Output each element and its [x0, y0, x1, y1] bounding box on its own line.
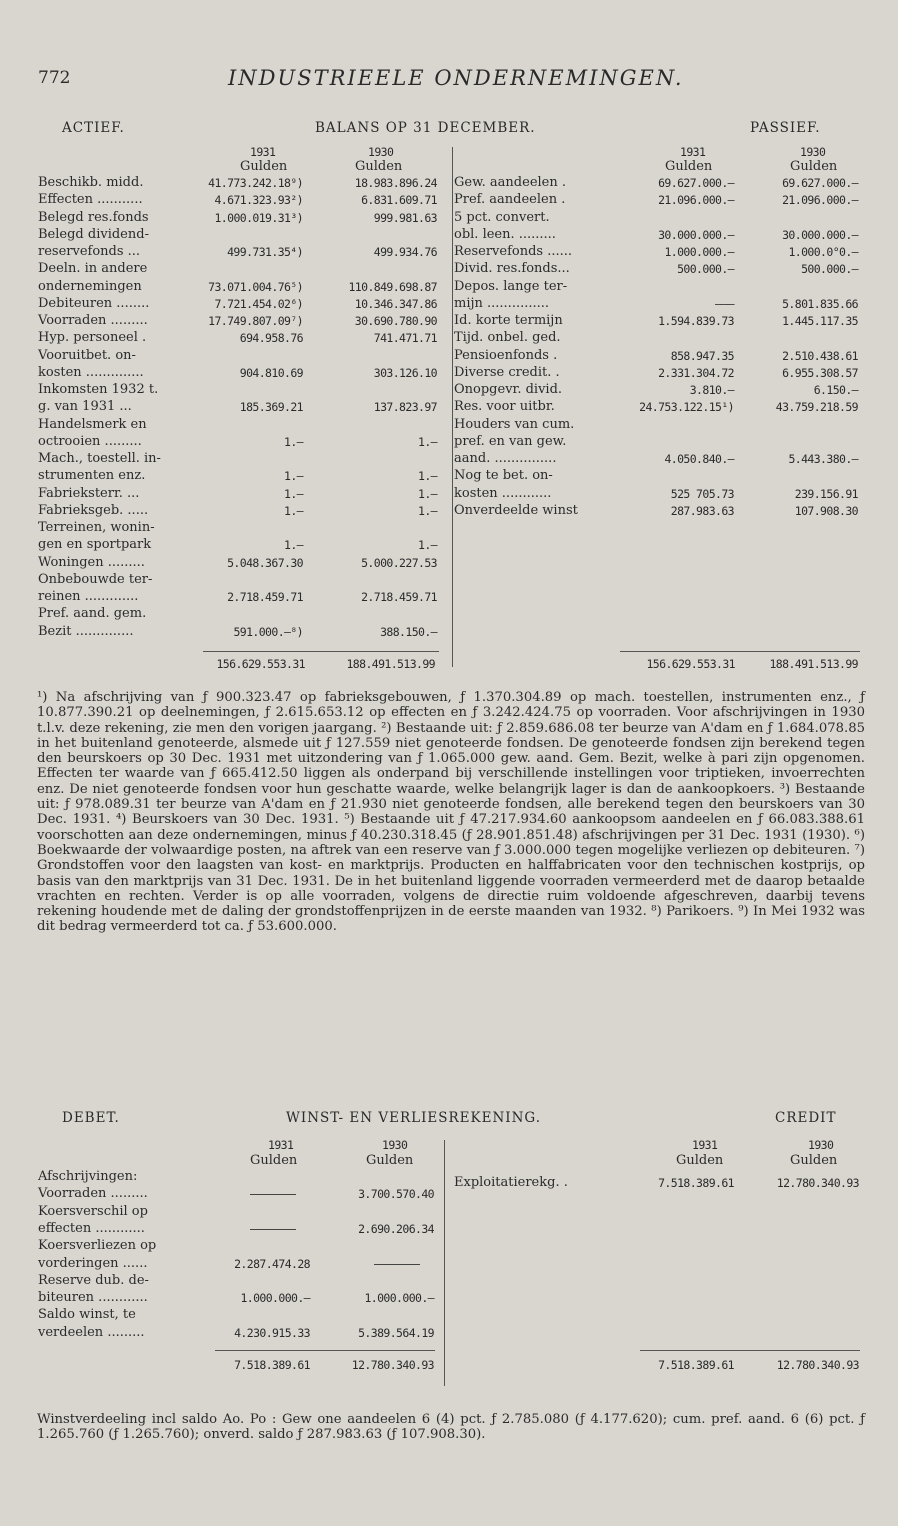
- row-label: Reservefonds ......: [454, 244, 573, 259]
- row-value-1931: 1.—: [284, 469, 303, 484]
- actief-label: ACTIEF.: [62, 120, 125, 136]
- row-value-1930: 388.150.—: [380, 624, 437, 639]
- total-credit-1931: 7.518.389.61: [658, 1358, 734, 1372]
- row-value-1931: 3.810.—: [689, 383, 734, 397]
- row-value-1930: 137.823.97: [373, 400, 437, 415]
- row-label: Tijd. onbel. ged.: [454, 330, 561, 346]
- row-label: reinen .............: [38, 589, 139, 604]
- row-value-1931: 4.230.915.33: [234, 1325, 310, 1340]
- row-value-1930: 107.908.30: [794, 503, 858, 518]
- row-value-1930: 5.443.380.—: [788, 452, 858, 466]
- row-value-1931: 500.000.—: [677, 262, 734, 277]
- row-label: Saldo winst, te: [38, 1307, 136, 1323]
- row-label: Id. korte termijn: [454, 313, 563, 328]
- row-label: Pensioenfonds .: [454, 347, 558, 363]
- row-label: Hyp. personeel .: [38, 330, 147, 346]
- row-value-1931: 1.000.019.31³): [214, 210, 303, 225]
- page-title: INDUSTRIEELE ONDERNEMINGEN.: [228, 66, 684, 90]
- row-value-1931: 499.731.35⁴): [227, 245, 303, 259]
- row-label: aand. ...............: [454, 451, 557, 466]
- row-value-1930: 239.156.91: [794, 486, 858, 501]
- row-value-1930: 1.000.0°0.—: [788, 245, 858, 259]
- row-label: vorderingen ......: [38, 1255, 148, 1271]
- passief-label: PASSIEF.: [750, 120, 821, 136]
- row-label: ondernemingen: [38, 278, 142, 294]
- row-label: g. van 1931 ...: [38, 399, 132, 415]
- row-value-1931: 17.749.807.09⁷): [208, 314, 303, 328]
- row-label: Diverse credit. .: [454, 364, 560, 380]
- pl-c-unit1: Gulden: [676, 1153, 724, 1168]
- row-label: Voorraden .........: [38, 1186, 148, 1202]
- row-label: pref. en van gew.: [454, 433, 567, 449]
- pl-d-year2: 1930: [382, 1138, 408, 1152]
- row-label: 5 pct. convert.: [454, 209, 550, 225]
- row-label: Nog te bet. on-: [454, 468, 553, 484]
- row-label: reservefonds ...: [38, 244, 141, 259]
- row-value-1930: 1.—: [418, 469, 437, 484]
- row-label: Depos. lange ter-: [454, 278, 568, 294]
- row-value-1930: 303.126.10: [373, 365, 437, 380]
- bal-p-year2: 1930: [800, 145, 826, 159]
- row-value-1931: 1.594.839.73: [658, 314, 734, 328]
- row-value-1930: 741.471.71: [373, 331, 437, 346]
- credit-label: CREDIT: [775, 1110, 837, 1126]
- row-value-1930: 5.801.835.66: [782, 296, 858, 311]
- row-label: Handelsmerk en: [38, 416, 147, 432]
- winstverdeeling: Winstverdeeling incl saldo Ao. Po : Gew one aandeelen 6 (4) pct. ƒ 2.785.080 (ƒ 4.177.620); cum. pref. aand. 6 (6) pct. ƒ 1.265.760 (ƒ 1.265.760); onverd. saldo ƒ 287.983.63 (ƒ 107.908.30).: [37, 1412, 865, 1443]
- row-value-1930: 2.510.438.61: [782, 348, 858, 363]
- row-value-1930: 30.000.000.—: [782, 227, 858, 242]
- total-debet-1930: 12.780.340.93: [351, 1358, 434, 1372]
- row-value-1931: 24.753.122.15¹): [639, 400, 734, 415]
- page-number: 772: [38, 68, 71, 88]
- row-label: Koersverliezen op: [38, 1238, 157, 1254]
- row-value-1931: 1.000.000.—: [240, 1291, 310, 1306]
- row-value-1930: 1.—: [418, 503, 437, 518]
- row-value-1930: 1.—: [418, 538, 437, 553]
- row-value-1930: 43.759.218.59: [775, 400, 858, 415]
- row-label: mijn ...............: [454, 295, 550, 311]
- row-value-1930: 1.—: [418, 486, 437, 501]
- row-label: Houders van cum.: [454, 416, 575, 432]
- row-value-1930: 69.627.000.—: [782, 176, 858, 190]
- row-label: Beschikb. midd.: [38, 175, 144, 190]
- row-value-1930: 499.934.76: [373, 245, 437, 259]
- row-label: Fabrieksterr. ...: [38, 485, 140, 501]
- row-value-1930: 30.690.780.90: [354, 314, 437, 328]
- row-value-1930: 500.000.—: [801, 262, 858, 277]
- row-label: Onopgevr. divid.: [454, 382, 563, 397]
- row-value-1931: 5.048.367.30: [227, 555, 303, 570]
- row-value-1930: 6.955.308.57: [782, 365, 858, 380]
- row-label: Deeln. in andere: [38, 261, 148, 277]
- row-value-1931: 694.958.76: [239, 331, 303, 346]
- bal-a-unit2: Gulden: [355, 159, 403, 174]
- row-value-1931: 904.810.69: [239, 365, 303, 380]
- row-label: Gew. aandeelen .: [454, 175, 566, 190]
- row-value-1931: 4.050.840.—: [664, 452, 734, 466]
- row-label: Vooruitbet. on-: [38, 347, 136, 363]
- row-label: Woningen .........: [38, 554, 145, 570]
- total-debet-1931: 7.518.389.61: [234, 1358, 310, 1372]
- row-label: Fabrieksgeb. .....: [38, 502, 149, 518]
- row-value-1930: 5.000.227.53: [361, 555, 437, 570]
- row-value-1931: ———: [715, 296, 734, 311]
- row-label: Pref. aand. gem.: [38, 606, 147, 622]
- pl-d-unit2: Gulden: [366, 1153, 414, 1168]
- row-label: Effecten ...........: [38, 192, 143, 208]
- total-actief-1930: 188.491.513.99: [346, 657, 435, 671]
- row-value-1931: 1.—: [284, 538, 303, 553]
- row-value-1930: 6.831.609.71: [361, 193, 437, 208]
- row-value-1931: 1.000.000.—: [664, 245, 734, 259]
- row-value-1931: 73.071.004.76⁵): [208, 279, 303, 294]
- row-value-1930: 1.000.000.—: [364, 1291, 434, 1306]
- row-value-1931: 525 705.73: [670, 486, 734, 501]
- bal-a-unit1: Gulden: [240, 159, 288, 174]
- row-label: Onverdeelde winst: [454, 502, 578, 518]
- row-label: strumenten enz.: [38, 468, 146, 484]
- total-credit-1930: 12.780.340.93: [776, 1358, 859, 1372]
- row-value-1930: 110.849.698.87: [348, 279, 437, 294]
- row-label: obl. leen. .........: [454, 226, 556, 242]
- row-value-1930: 1.—: [418, 434, 437, 449]
- row-label: Afschrijvingen:: [38, 1169, 138, 1184]
- row-value-1931: 858.947.35: [670, 348, 734, 363]
- row-label: Res. voor uitbr.: [454, 399, 555, 415]
- total-passief-1931: 156.629.553.31: [646, 657, 735, 671]
- row-label: kosten ............: [454, 485, 552, 501]
- row-label: verdeelen .........: [38, 1324, 145, 1340]
- debet-label: DEBET.: [62, 1110, 120, 1126]
- row-value-1930: 3.700.570.40: [358, 1187, 434, 1202]
- row-label: Voorraden .........: [38, 313, 148, 328]
- pl-d-unit1: Gulden: [250, 1153, 298, 1168]
- credit-row-1930: 12.780.340.93: [776, 1176, 859, 1190]
- row-label: gen en sportpark: [38, 537, 152, 553]
- row-label: Reserve dub. de-: [38, 1272, 149, 1288]
- empty-dash: [374, 1264, 420, 1265]
- bal-p-unit1: Gulden: [665, 159, 713, 174]
- row-label: Koersverschil op: [38, 1203, 148, 1219]
- row-value-1931: 287.983.63: [670, 503, 734, 518]
- bal-p-unit2: Gulden: [790, 159, 838, 174]
- row-value-1930: 21.096.000.—: [782, 193, 858, 208]
- row-value-1931: 30.000.000.—: [658, 227, 734, 242]
- row-value-1931: 185.369.21: [239, 400, 303, 415]
- row-label: Onbebouwde ter-: [38, 571, 153, 587]
- row-label: Debiteuren ........: [38, 295, 150, 311]
- row-label: Bezit ..............: [38, 623, 134, 639]
- row-label: Belegd dividend-: [38, 226, 149, 242]
- row-label: Inkomsten 1932 t.: [38, 382, 159, 397]
- credit-row-label: Exploitatierekg. .: [454, 1175, 568, 1190]
- pl-c-year1: 1931: [692, 1138, 718, 1152]
- row-value-1931: 2.718.459.71: [227, 590, 303, 604]
- pl-title: WINST- EN VERLIESREKENING.: [286, 1110, 542, 1126]
- row-label: Mach., toestell. in-: [38, 451, 161, 466]
- credit-row-1931: 7.518.389.61: [658, 1176, 734, 1190]
- row-value-1931: 1.—: [284, 434, 303, 449]
- row-value-1930: 2.690.206.34: [358, 1221, 434, 1236]
- row-value-1931: 1.—: [284, 503, 303, 518]
- row-value-1930: 999.981.63: [373, 210, 437, 225]
- row-value-1931: 41.773.242.18⁹): [208, 176, 303, 190]
- row-label: Divid. res.fonds...: [454, 261, 570, 277]
- row-value-1931: 21.096.000.—: [658, 193, 734, 208]
- row-value-1931: 2.287.474.28: [234, 1256, 310, 1271]
- row-value-1930: 2.718.459.71: [361, 590, 437, 604]
- row-value-1930: 6.150.—: [813, 383, 858, 397]
- row-label: Terreinen, wonin-: [38, 520, 155, 535]
- row-value-1930: 18.983.896.24: [354, 176, 437, 190]
- row-value-1931: 1.—: [284, 486, 303, 501]
- row-label: octrooien .........: [38, 433, 142, 449]
- row-label: Pref. aandeelen .: [454, 192, 566, 208]
- total-passief-1930: 188.491.513.99: [769, 657, 858, 671]
- row-value-1931: 4.671.323.93²): [214, 193, 303, 208]
- footnotes: ¹) Na afschrijving van ƒ 900.323.47 op fabrieksgebouwen, ƒ 1.370.304.89 op mach. toestellen, instrumenten enz., ƒ 10.877.390.21 op deelnemingen, ƒ 2.615.653.12 op effecten en ƒ 3.242.424.75 op voorraden. Voor afschrijvingen in 1930 t.l.v. deze rekening, zie men den vorigen jaargang. ²) Bestaande uit: ƒ 2.859.686.08 ter beurze van A'dam en ƒ 1.684.078.85 in het buitenland genoteerde, alsmede uit ƒ 127.559 niet genoteerde fondsen. De genoteerde fondsen zijn berekend tegen den beurskoers op 30 Dec. 1931 met uitzondering van ƒ 1.065.000 gew. aand. Gem. Bezit, welke à pari zijn opgenomen. Effecten ter waarde van ƒ 665.412.50 liggen als onderpand bij verschillende instellingen voor triptieken, invoerrechten enz. De niet genoteerde fondsen voor hun geschatte waarde, welke belangrijk lager is dan de aankoopkoers. ³) Bestaande uit: ƒ 978.089.31 ter beurze van A'dam en ƒ 21.930 niet genoteerde fondsen, alle berekend tegen den beurskoers van 30 Dec. 1931. ⁴) Beurskoers van 30 Dec. 1931. ⁵) Bestaande uit ƒ 47.217.934.60 aankoopsom aandeelen en ƒ 66.083.388.61 voorschotten aan deze ondernemingen, minus ƒ 40.230.318.45 (ƒ 28.901.851.48) afschrijvingen per 31 Dec. 1931 (1930). ⁶) Boekwaarde der volwaardige posten, na aftrek van een reserve van ƒ 3.000.000 tegen mogelijke verliezen op debiteuren. ⁷) Grondstoffen voor den laagsten van kost- en marktprijs. Producten en halffabricaten voor den technischen kostprijs, op basis van den marktprijs van 31 Dec. 1931. De in het buitenland liggende voorraden vermeerderd met de daarop betaalde vrachten en rechten. Verder is op alle voorraden, volgens de directie ruim voldoende afgeschreven, daarbij tevens rekening houdende met de daling der grondstoffenprijzen in de eerste maanden van 1932. ⁸) Parikoers. ⁹) In Mei 1932 was dit bedrag vermeerderd tot ca. ƒ 53.600.000.: [37, 690, 865, 935]
- row-label: kosten ..............: [38, 364, 144, 380]
- row-label: biteuren ............: [38, 1290, 148, 1306]
- total-actief-1931: 156.629.553.31: [216, 657, 305, 671]
- balance-title: BALANS OP 31 DECEMBER.: [315, 120, 536, 136]
- row-label: Belegd res.fonds: [38, 209, 149, 225]
- row-value-1931: 591.000.—⁸): [233, 624, 303, 639]
- row-value-1930: 10.346.347.86: [354, 296, 437, 311]
- row-value-1931: 7.721.454.02⁶): [214, 296, 303, 311]
- pl-c-unit2: Gulden: [790, 1153, 838, 1168]
- pl-d-year1: 1931: [268, 1138, 294, 1152]
- bal-a-year2: 1930: [368, 145, 394, 159]
- bal-p-year1: 1931: [680, 145, 706, 159]
- pl-c-year2: 1930: [808, 1138, 834, 1152]
- row-value-1930: 5.389.564.19: [358, 1325, 434, 1340]
- empty-dash: [250, 1229, 296, 1230]
- row-value-1931: 69.627.000.—: [658, 176, 734, 190]
- empty-dash: [250, 1194, 296, 1195]
- row-label: effecten ............: [38, 1220, 145, 1236]
- row-value-1931: 2.331.304.72: [658, 365, 734, 380]
- row-value-1930: 1.445.117.35: [782, 314, 858, 328]
- bal-a-year1: 1931: [250, 145, 276, 159]
